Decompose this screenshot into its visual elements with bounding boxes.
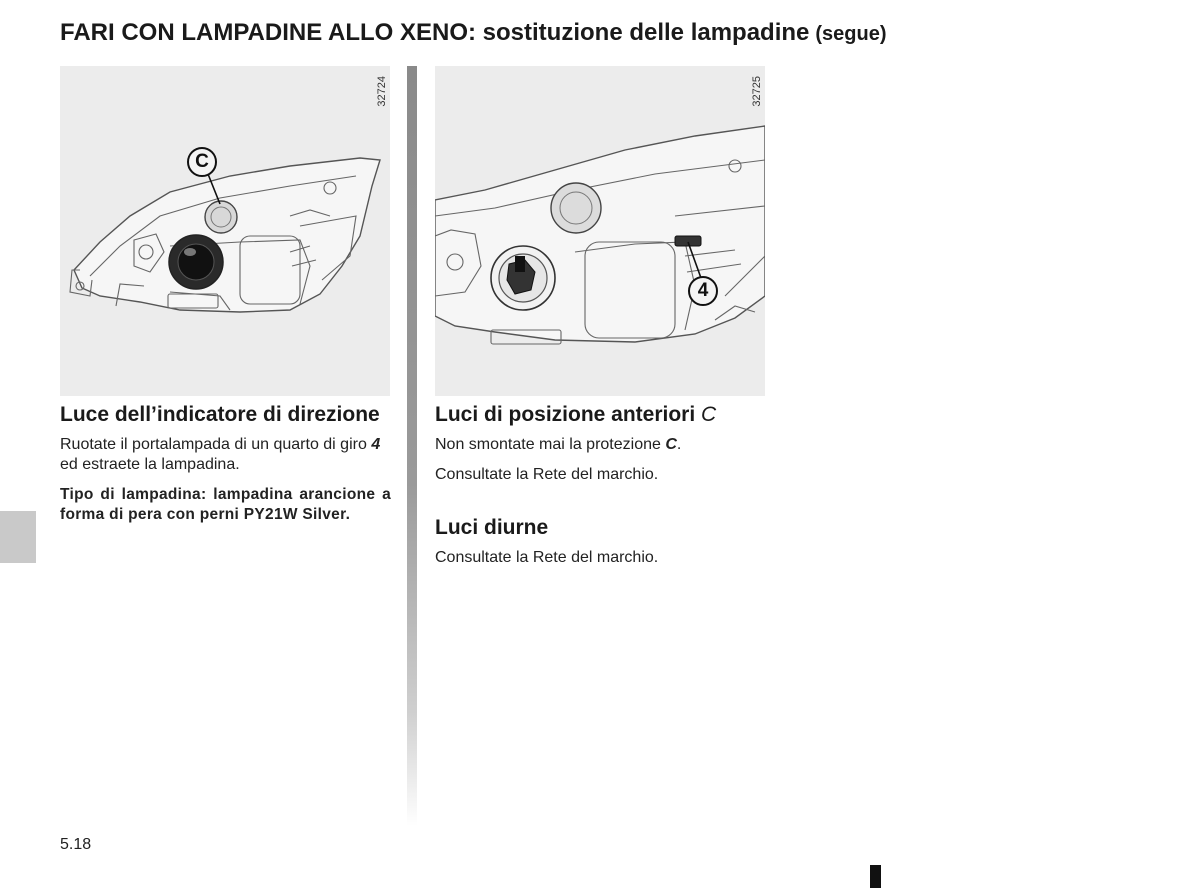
page-title-suffix: (segue) — [815, 23, 887, 45]
protection-period: . — [676, 436, 682, 453]
paragraph-protection — [435, 435, 766, 455]
heading-daytime-lights: Luci diurne — [435, 516, 549, 539]
figure-number: 32725 — [751, 76, 763, 107]
protection-text: Non smontate mai la protezione — [435, 436, 666, 453]
ref-c: C — [665, 436, 677, 453]
callout-c: C — [187, 147, 217, 177]
paragraph-instructions — [60, 435, 391, 475]
left-column — [60, 402, 391, 535]
page-title — [60, 19, 887, 47]
figure-number: 32724 — [376, 76, 388, 107]
heading-position-lights-text: Luci di posizione anteriori — [435, 403, 702, 426]
heading-position-lights — [435, 402, 766, 427]
right-column — [435, 402, 766, 578]
heading-turn-signal: Luce dell’indicatore di direzione — [60, 403, 380, 426]
ref-4: 4 — [371, 436, 381, 453]
section-tab — [0, 511, 36, 563]
headlamp-illustration-right — [435, 66, 765, 396]
instructions-text-start: Ruotate il portalampada di un quarto di giro — [60, 436, 372, 453]
instructions-text-end: ed estraete la lampadina. — [60, 456, 240, 473]
page-title-text: FARI CON LAMPADINE ALLO XENO: sostituzione delle lampadine — [60, 19, 810, 46]
heading-ref-c: C — [701, 403, 717, 426]
bulb-type-note: Tipo di lampadina: lampadina arancione a forma di pera con perni PY21W Silver. — [60, 486, 391, 523]
crop-mark — [870, 865, 881, 888]
headlamp-illustration-left — [60, 66, 390, 396]
paragraph-network-1: Consultate la Rete del marchio. — [435, 466, 659, 483]
headlamp-figure-left — [60, 66, 390, 396]
callout-4: 4 — [688, 276, 718, 306]
column-divider — [407, 66, 417, 826]
page-number: 5.18 — [60, 836, 92, 853]
paragraph-network-2: Consultate la Rete del marchio. — [435, 549, 659, 566]
headlamp-figure-right — [435, 66, 765, 396]
